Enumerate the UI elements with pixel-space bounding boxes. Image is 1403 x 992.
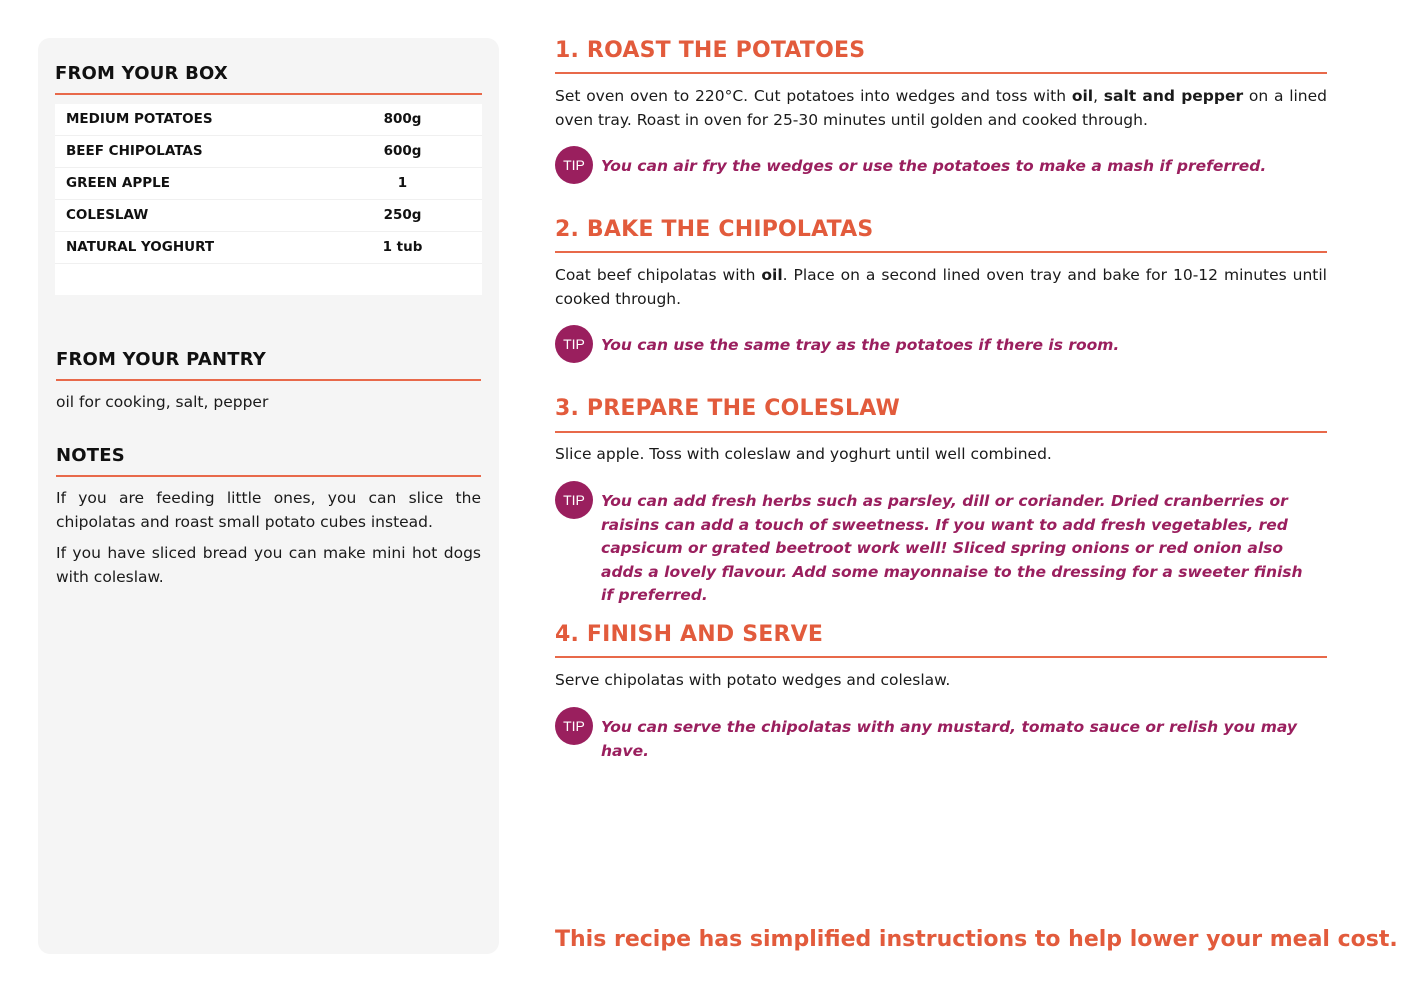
tip-badge: TIP: [555, 325, 593, 363]
table-row: [55, 200, 482, 232]
ingredient-name: MEDIUM POTATOES: [66, 111, 213, 127]
tip-badge: TIP: [555, 707, 593, 745]
step-3-tip: You can add fresh herbs such as parsley, dill or coriander. Dried cranberries or raisins can add a touch of sweetness. If you want to add fresh vegetables, red capsicum or grated beetroot work well! Sliced spring onions or red onion also adds a lovely flavour. Add some mayonnaise to the dressing for a sweeter finish if preferred.: [601, 492, 1303, 604]
tip-badge: TIP: [555, 146, 593, 184]
step-4-rule: [555, 656, 1327, 658]
box-heading-rule: [55, 93, 482, 95]
notes-heading: NOTES: [56, 445, 125, 466]
pantry-heading-rule: [56, 379, 481, 381]
step-2-tip: You can use the same tray as the potatoes if there is room.: [601, 336, 1120, 354]
step-3-text: Slice apple. Toss with coleslaw and yoghurt until well combined.: [555, 445, 1052, 463]
step-1-text: Set oven oven to 220°C. Cut potatoes into wedges and toss with oil, salt and pepper on a lined oven tray. Roast in oven for 25-30 minutes until golden and cooked through.: [555, 87, 1328, 129]
notes-paragraph: If you have sliced bread you can make mini hot dogs with coleslaw.: [56, 544, 481, 586]
ingredient-qty: 800g: [383, 111, 422, 127]
table-row: [55, 168, 482, 200]
table-row: [55, 104, 482, 136]
ingredient-name: BEEF CHIPOLATAS: [66, 143, 203, 159]
pantry-text: oil for cooking, salt, pepper: [56, 393, 269, 411]
ingredient-name: COLESLAW: [66, 207, 149, 223]
step-2-title: 2. BAKE THE CHIPOLATAS: [555, 217, 874, 242]
step-1-title: 1. ROAST THE POTATOES: [555, 38, 866, 63]
step-4-title: 4. FINISH AND SERVE: [555, 622, 824, 647]
table-row: [55, 232, 482, 264]
notes-paragraph: If you are feeding little ones, you can slice the chipolatas and roast small potato cubes instead.: [56, 489, 481, 531]
footer-note: This recipe has simplified instructions to help lower your meal cost.: [555, 927, 1398, 952]
ingredient-name: NATURAL YOGHURT: [66, 239, 215, 255]
ingredient-qty: 250g: [383, 207, 422, 223]
table-row: [55, 136, 482, 168]
step-4-tip: You can serve the chipolatas with any mustard, tomato sauce or relish you may have.: [601, 718, 1297, 760]
from-your-box-heading: FROM YOUR BOX: [55, 63, 228, 84]
ingredient-qty: 1: [397, 175, 408, 191]
ingredient-qty: 1 tub: [382, 239, 423, 255]
step-3-title: 3. PREPARE THE COLESLAW: [555, 396, 900, 421]
tip-badge: TIP: [555, 481, 593, 519]
ingredient-qty: 600g: [383, 143, 422, 159]
step-2-rule: [555, 251, 1327, 253]
step-1-tip: You can air fry the wedges or use the potatoes to make a mash if preferred.: [601, 157, 1267, 175]
box-ingredients-table: [55, 104, 482, 295]
step-4-text: Serve chipolatas with potato wedges and coleslaw.: [555, 671, 951, 689]
step-2-text: Coat beef chipolatas with oil. Place on a second lined oven tray and bake for 10-12 minutes until cooked through.: [555, 266, 1327, 308]
from-your-pantry-heading: FROM YOUR PANTRY: [56, 349, 266, 370]
table-row-empty: [55, 264, 482, 296]
notes-heading-rule: [56, 475, 481, 477]
ingredient-name: GREEN APPLE: [66, 175, 170, 191]
step-1-rule: [555, 72, 1327, 74]
step-3-rule: [555, 431, 1327, 433]
